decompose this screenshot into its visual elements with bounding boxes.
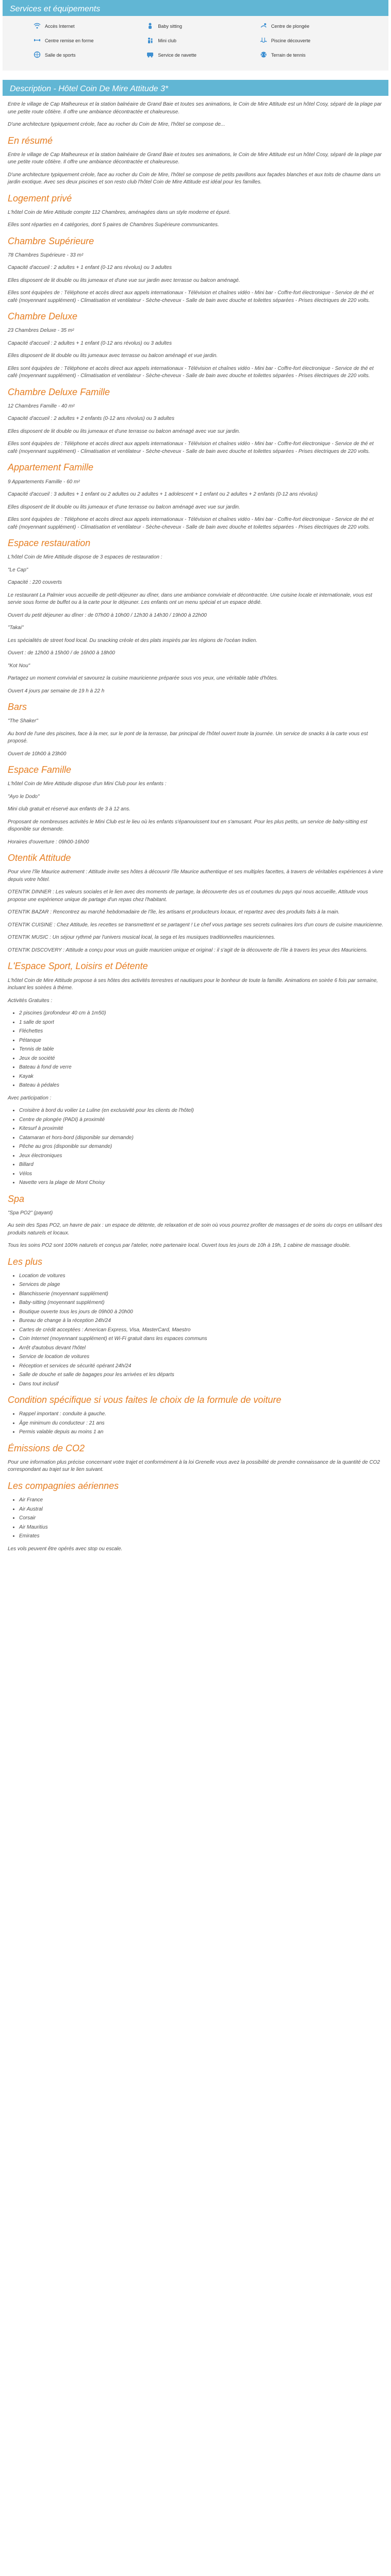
services-title: Services et équipements xyxy=(10,5,101,13)
list-item: • Baby-sitting (moyennant supplément) xyxy=(19,1299,383,1307)
list-item: • Air Austral xyxy=(19,1506,383,1514)
section-paragraph: 9 Appartements Famille - 60 m² xyxy=(8,479,80,485)
service-item xyxy=(260,50,373,61)
list-item: • Centre de plongée (PADI) à proximité xyxy=(19,1116,383,1124)
list-item: • Rappel important : conduite à gauche. xyxy=(19,1411,383,1418)
list-item: • Catamaran et hors-bord (disponible sur demande) xyxy=(19,1134,383,1142)
list-item: • Billard xyxy=(19,1161,383,1169)
list-item: • Dans tout inclusif xyxy=(19,1381,383,1388)
service-item xyxy=(146,50,259,61)
section-paragraph: Elles sont équipées de : Téléphone et accès direct aux appels internationaux - Télévision et chaînes vidéo - Mini bar - Coffre-fort électronique - Service de thé et café (moyennant supplément) - Climatisation et ventilateur - Sèche-cheveux - Salle de bain avec douche et toilettes séparées - Prises électriques de 220 volts. xyxy=(8,517,374,530)
list-item: • Arrêt d'autobus devant l'hôtel xyxy=(19,1345,383,1352)
service-item xyxy=(146,21,259,32)
section-heading: Espace restauration xyxy=(8,538,91,549)
section-paragraph: 23 Chambres Deluxe - 35 m² xyxy=(8,328,74,334)
wifi-icon xyxy=(34,22,45,31)
section-paragraph: "Ayo le Dodo" xyxy=(8,793,40,800)
service-label: Accès Internet xyxy=(45,24,75,29)
list-item: • Blanchisserie (moyennant supplément) xyxy=(19,1291,383,1298)
services-box xyxy=(3,16,388,71)
bullet-list xyxy=(19,1107,383,1187)
service-item xyxy=(260,21,373,32)
section-heading: Chambre Supérieure xyxy=(8,235,94,246)
section-paragraph: 12 Chambres Famille - 40 m² xyxy=(8,403,75,409)
list-item: • Bateau à fond de verre xyxy=(19,1064,383,1072)
section-heading: L'Espace Sport, Loisirs et Détente xyxy=(8,961,148,972)
list-item: • Air Mauritius xyxy=(19,1524,383,1532)
section-paragraph: Le restaurant La Palmier vous accueille de petit-déjeuner au dîner, dans une ambiance conviviale et décontractée. Une cuisine locale et internationale, vous est servie sous forme de buffet ou à la carte pour le déjeuner. Les enfants ont un menu spécial et un espace dédié. xyxy=(8,592,372,606)
section-paragraph: "Takai" xyxy=(8,625,24,631)
description-body xyxy=(3,96,388,1568)
list-item: • Boutique ouverte tous les jours de 09h00 à 20h00 xyxy=(19,1309,383,1316)
pool-icon xyxy=(260,37,271,46)
list-item: • Corsair xyxy=(19,1515,383,1522)
section-paragraph: Partagez un moment convivial et savourez la cuisine mauricienne préparée sous vos yeux, une véritable table d'hôtes. xyxy=(8,675,278,682)
list-item: • Vélos xyxy=(19,1171,383,1178)
description-title-bar xyxy=(3,80,388,96)
section-heading: Condition spécifique si vous faites le choix de la formule de voiture xyxy=(8,1395,282,1405)
shuttle-icon xyxy=(146,51,158,60)
list-item: • Jeux de société xyxy=(19,1055,383,1063)
intro-paragraph: Entre le village de Cap Malheureux et la station balnéaire de Grand Baie et toutes ses animations, le Coin de Mire Attitude est un hôtel Cosy, séparé de la plage par une petite route côtière. Il offre une ambiance décontractée et chaleureuse. xyxy=(8,101,382,115)
bullet-list xyxy=(19,1497,383,1540)
sections xyxy=(8,134,383,1553)
service-label: Mini club xyxy=(158,38,176,44)
service-item xyxy=(260,36,373,47)
section-paragraph: Ouvert de 10h00 à 23h00 xyxy=(8,751,67,757)
section-paragraph: OTENTIK CUISINE : Chez Attitude, les recettes se transmettent et se partagent ! Le chef vous partage ses secrets culinaires lors d'un cours de cuisine mauricienne. xyxy=(8,922,383,928)
section-paragraph: "Kot Nou" xyxy=(8,663,30,669)
sports-icon xyxy=(34,51,45,60)
section-paragraph: Elles disposent de lit double ou lits jumeaux avec terrasse ou balcon aménagé et vue jardin. xyxy=(8,353,218,359)
section-paragraph: OTENTIK DINNER : Les valeurs sociales et le lien avec des moments de partage, la découverte des us et coutumes du pays qui nous accueille, Attitude vous propose une expérience unique de partage d'un repas chez l'habitant. xyxy=(8,889,368,903)
section-paragraph: Ouvert 4 jours par semaine de 19 h à 22 h xyxy=(8,688,105,694)
section-heading: Spa xyxy=(8,1193,25,1204)
section-paragraph: OTENTIK BAZAR : Rencontrez au marché hebdomadaire de l'île, les artisans et producteurs locaux, et repartez avec des produits faits à la main. xyxy=(8,909,340,916)
section-paragraph: Entre le village de Cap Malheureux et la station balnéaire de Grand Baie et toutes ses animations, le Coin de Mire Attitude est un hôtel Cosy, séparé de la plage par une petite route côtière. Il offre une ambiance décontractée et chaleureuse. xyxy=(8,151,382,165)
section-paragraph: Elles disposent de lit double ou lits jumeaux et d'une terrasse ou balcon aménagé avec vue sur jardin. xyxy=(8,504,240,510)
list-item: • Location de voitures xyxy=(19,1273,383,1280)
section-paragraph: Capacité d'accueil : 2 adultes + 2 enfants (0-12 ans révolus) ou 3 adultes xyxy=(8,416,174,422)
service-label: Centre de plongée xyxy=(271,24,309,29)
section-heading: Chambre Deluxe xyxy=(8,311,78,322)
list-item: • Coin Internet (moyennant supplément) et Wi-Fi gratuit dans les espaces communs xyxy=(19,1335,383,1343)
section-paragraph: Capacité : 220 couverts xyxy=(8,580,62,586)
section-paragraph: "Le Cap" xyxy=(8,567,28,573)
section-paragraph: L'hôtel Coin de Mire Attitude dispose de 3 espaces de restauration : xyxy=(8,554,162,561)
section-heading: Les plus xyxy=(8,1256,43,1267)
baby-icon xyxy=(146,22,158,31)
service-item xyxy=(146,36,259,47)
section-paragraph: OTENTIK DISCOVERY : Attitude a conçu pour vous un guide mauricien unique et original : il s'agit de la découverte de l'île à travers les yeux des Mauriciens. xyxy=(8,947,368,953)
section-paragraph: Horaires d'ouverture : 09h00-16h00 xyxy=(8,839,89,845)
section-paragraph: Capacité d'accueil : 3 adultes + 1 enfant ou 2 adultes ou 2 adultes + 1 adolescent + 1 enfant ou 2 adultes + 2 enfants (0-12 ans révolus) xyxy=(8,492,318,498)
section-paragraph: OTENTIK MUSIC : Un séjour rythmé par l'univers musical local, la sega et les musiques traditionnelles mauriciennes. xyxy=(8,935,275,941)
list-item: • Service de location de voitures xyxy=(19,1353,383,1361)
service-label: Baby sitting xyxy=(158,24,182,29)
section-paragraph: L'hôtel Coin de Mire Attitude compte 112 Chambres, aménagées dans un style moderne et épuré. xyxy=(8,209,231,215)
section-heading: Émissions de CO2 xyxy=(8,1443,85,1453)
list-item: • 2 piscines (profondeur 40 cm à 1m50) xyxy=(19,1010,383,1018)
tennis-icon xyxy=(260,51,271,60)
section-paragraph: Capacité d'accueil : 2 adultes + 1 enfant (0-12 ans révolus) ou 3 adultes xyxy=(8,340,172,346)
service-label: Piscine découverte xyxy=(271,38,311,44)
list-item: • Pêche au gros (disponible sur demande) xyxy=(19,1143,383,1151)
service-item xyxy=(34,50,146,61)
section-paragraph: Avec participation : xyxy=(8,1095,52,1101)
list-item: • Fléchettes xyxy=(19,1028,383,1036)
service-label: Centre remise en forme xyxy=(45,38,94,44)
section-paragraph: Elles disposent de lit double ou lits jumeaux et d'une terrasse ou balcon aménagé avec vue sur jardin. xyxy=(8,428,240,434)
list-item: • 1 salle de sport xyxy=(19,1019,383,1027)
bullet-list xyxy=(19,1010,383,1090)
section-paragraph: Capacité d'accueil : 2 adultes + 1 enfant (0-12 ans révolus) ou 3 adultes xyxy=(8,265,172,271)
fitness-icon xyxy=(34,37,45,46)
list-item: • Emirates xyxy=(19,1533,383,1540)
section-paragraph: Ouvert : de 12h00 à 15h00 / de 16h00 à 18h00 xyxy=(8,650,115,656)
list-item: • Kayak xyxy=(19,1073,383,1081)
diving-icon xyxy=(260,22,271,31)
bullet-list xyxy=(19,1273,383,1388)
section-paragraph: Proposant de nombreuses activités le Mini Club est le lieu où les enfants s'épanouissent tout en s'amusant. Pour les plus petits, un service de baby-sitting est disponible sur demande. xyxy=(8,819,367,833)
section-heading: Les compagnies aériennes xyxy=(8,1480,119,1491)
list-item: • Air France xyxy=(19,1497,383,1504)
section-paragraph: "Spa PO2" (payant) xyxy=(8,1210,53,1216)
section-heading: Bars xyxy=(8,702,27,713)
section-paragraph: Pour une information plus précise concernant votre trajet et conformément à la loi Grenelle vous avez la possibilité de prendre connaissance de la quantité de CO2 correspondant au trajet sur le lien suivant. xyxy=(8,1459,380,1473)
section-paragraph: L'hôtel Coin de Mire Attitude propose à ses hôtes des activités terrestres et nautiques pour le bonheur de toute la famille. Animations en soirée 6 fois par semaine, incluant les soirées à thème. xyxy=(8,977,378,991)
section-paragraph: Les vols peuvent être opérés avec stop ou escale. xyxy=(8,1546,123,1552)
section-paragraph: Elles disposent de lit double ou lits jumeaux et d'une vue sur jardin avec terrasse ou balcon aménagé. xyxy=(8,277,240,283)
section-heading: En résumé xyxy=(8,135,53,146)
list-item: • Cartes de crédit acceptées : American Express, Visa, MasterCard, Maestro xyxy=(19,1327,383,1334)
list-item: • Croisière à bord du voilier Le Luline (en exclusivité pour les clients de l'hôtel) xyxy=(19,1107,383,1115)
service-label: Salle de sports xyxy=(45,53,76,58)
list-item: • Kitesurf à proximité xyxy=(19,1125,383,1133)
kids-icon xyxy=(146,37,158,46)
list-item: • Pétanque xyxy=(19,1037,383,1045)
list-item: • Jeux électroniques xyxy=(19,1153,383,1160)
section-paragraph: Au bord de l'une des piscines, face à la mer, sur le pont de la terrasse, bar principal de l'hôtel ouvert toute la journée. Un service de snacks à la carte vous est proposé. xyxy=(8,731,368,744)
section-heading: Espace Famille xyxy=(8,765,72,775)
section-paragraph: "The Shaker" xyxy=(8,718,38,724)
list-item: • Permis valable depuis au moins 1 an xyxy=(19,1429,383,1436)
section-paragraph: Elles sont équipées de : Téléphone et accès direct aux appels internationaux - Télévision et chaînes vidéo - Mini bar - Coffre-fort électronique - Service de thé et café (moyennant supplément) - Climatisation et ventilateur - Sèche-cheveux - Salle de bain avec douche et toilettes séparées - Prises électriques de 220 volts. xyxy=(8,290,374,303)
section-heading: Chambre Deluxe Famille xyxy=(8,386,110,397)
section-paragraph: Elles sont équipées de : Téléphone et accès direct aux appels internationaux - Télévision et chaînes vidéo - Mini bar - Coffre-fort électronique - Service de thé et café (moyennant supplément) - Climatisation et ventilateur - Sèche-cheveux - Salle de bain avec douche et toilettes séparées - Prises électriques de 220 volts. xyxy=(8,365,374,379)
list-item: • Tennis de table xyxy=(19,1046,383,1054)
list-item: • Bateau à pédales xyxy=(19,1082,383,1090)
description-title: Description - Hôtel Coin De Mire Attitude 3* xyxy=(10,84,169,93)
section-paragraph: D'une architecture typiquement créole, face au rocher du Coin de Mire, l'hôtel se compose de petits pavillons aux façades blanches et aux toits de chaume dans un jardin exotique. Avec ses deux piscines et son resto club l'hôtel Coin de Mire Attitude est idéal pour les familles. xyxy=(8,172,381,185)
service-item xyxy=(34,21,146,32)
section-heading: Otentik Attitude xyxy=(8,853,71,863)
service-label: Terrain de tennis xyxy=(271,53,306,58)
list-item: • Services de plage xyxy=(19,1281,383,1289)
services-grid xyxy=(34,21,373,61)
section-heading: Logement privé xyxy=(8,193,72,204)
list-item: • Bureau de change à la réception 24h/24 xyxy=(19,1317,383,1325)
section-paragraph: Pour vivre l'île Maurice autrement : Attitude invite ses hôtes à découvrir l'île Maurice authentique et ses multiples facettes, à travers de véritables expériences à vivre depuis votre hôtel. xyxy=(8,869,383,883)
services-title-bar xyxy=(3,0,388,16)
section-paragraph: 78 Chambres Supérieure - 33 m² xyxy=(8,252,84,258)
section-paragraph: L'hôtel Coin de Mire Attitude dispose d'un Mini Club pour les enfants : xyxy=(8,781,167,787)
section-paragraph: Les spécialités de street food local. Du snacking créole et des plats inspirés par les régions de l'océan Indien. xyxy=(8,637,257,643)
list-item: • Âge minimum du conducteur : 21 ans xyxy=(19,1420,383,1428)
section-paragraph: Elles sont équipées de : Téléphone et accès direct aux appels internationaux - Télévision et chaînes vidéo - Mini bar - Coffre-fort électronique - Service de thé et café (moyennant supplément) - Climatisation et ventilateur - Sèche-cheveux - Salle de bain avec douche et toilettes séparées - Prises électriques de 220 volts. xyxy=(8,441,374,454)
section-paragraph: Elles sont réparties en 4 catégories, dont 5 paires de Chambres Supérieure communicantes. xyxy=(8,222,219,228)
section-paragraph: Au sein des Spas PO2, un havre de paix : un espace de détente, de relaxation et de soin où vous pourrez profiter de massages et de soins du corps en utilisant des produits naturels et locaux. xyxy=(8,1223,383,1236)
service-item xyxy=(34,36,146,47)
intro-paragraph: D'une architecture typiquement créole, face au rocher du Coin de Mire, l'hôtel se compose de... xyxy=(8,122,225,127)
section-paragraph: Tous les soins PO2 sont 100% naturels et conçus par l'atelier, notre partenaire local. Ouvert tous les jours de 10h à 19h, 1 cabine de massage double. xyxy=(8,1243,351,1249)
list-item: • Navette vers la plage de Mont Choisy xyxy=(19,1179,383,1187)
service-label: Service de navette xyxy=(158,53,197,58)
bullet-list xyxy=(19,1411,383,1436)
list-item: • Réception et services de sécurité opérant 24h/24 xyxy=(19,1363,383,1370)
section-paragraph: Activités Gratuites : xyxy=(8,997,53,1004)
section-heading: Appartement Famille xyxy=(8,462,94,473)
section-paragraph: Ouvert du petit déjeuner au dîner : de 07h00 à 10h00 / 12h30 à 14h30 / 19h00 à 22h00 xyxy=(8,612,207,618)
section-paragraph: Mini club gratuit et réservé aux enfants de 3 à 12 ans. xyxy=(8,806,131,812)
list-item: • Salle de douche et salle de bagages pour les arrivées et les départs xyxy=(19,1371,383,1379)
